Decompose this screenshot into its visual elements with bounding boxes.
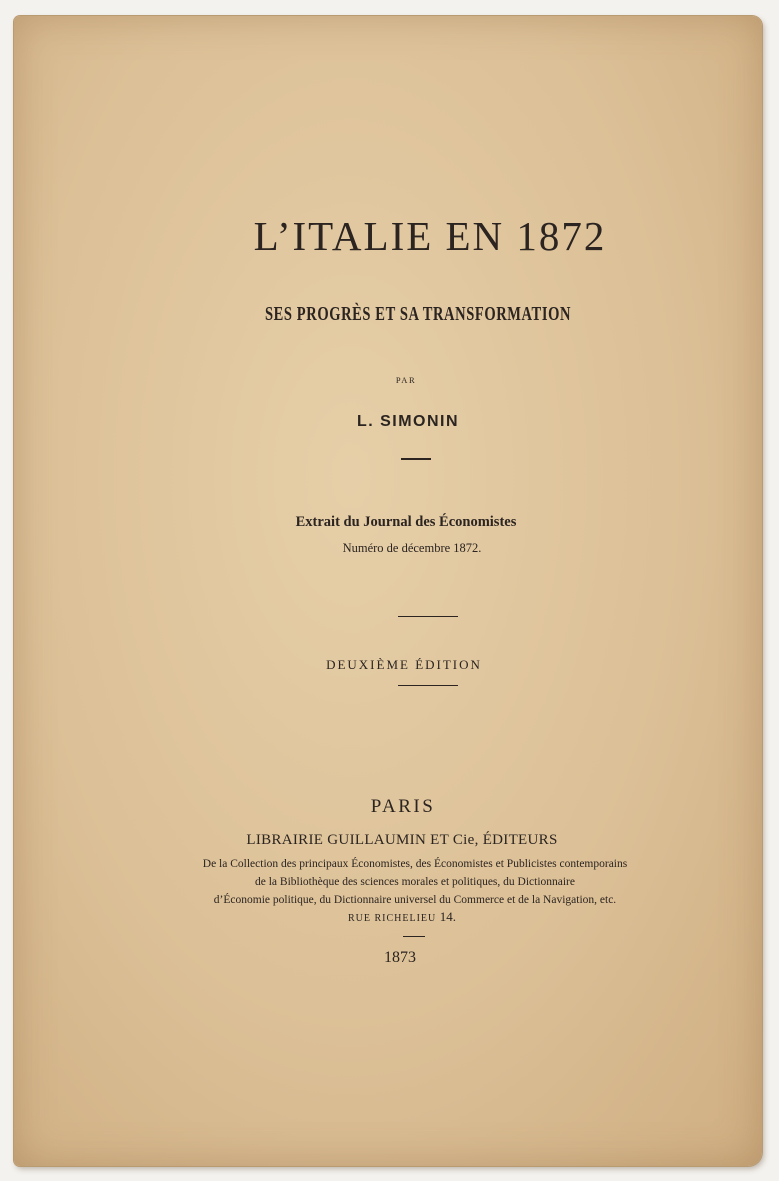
collection-line: De la Collection des principaux Économistes, des Économistes et Publicistes contemporains [202, 858, 628, 870]
publisher-address [28, 909, 776, 925]
divider-rule-4 [403, 936, 425, 937]
divider-rule-2 [398, 616, 458, 617]
street-number: 14. [439, 909, 457, 924]
edition-label: DEUXIÈME ÉDITION [326, 657, 482, 672]
by-label: PAR [395, 375, 417, 385]
publication-year: 1873 [384, 949, 416, 966]
issue-line: Numéro de décembre 1872. [342, 541, 482, 555]
book-subtitle: SES PROGRÈS ET SA TRANSFORMATION [264, 304, 572, 326]
publication-city: PARIS [370, 796, 436, 817]
book-title: L’ITALIE EN 1872 [253, 213, 607, 259]
street-name: RUE RICHELIEU [347, 913, 437, 924]
collection-line: de la Bibliothèque des sciences morales et politiques, du Dictionnaire [255, 876, 575, 888]
book-cover [14, 16, 762, 1166]
divider-rule-1 [401, 458, 431, 460]
author-name: L. SIMONIN [356, 413, 460, 430]
publisher-name: LIBRAIRIE GUILLAUMIN ET Cie, ÉDITEURS [246, 832, 558, 848]
divider-rule-3 [398, 685, 458, 686]
collection-line: d’Économie politique, du Dictionnaire universel du Commerce et de la Navigation, etc. [213, 894, 617, 906]
extract-line: Extrait du Journal des Économistes [295, 514, 517, 530]
